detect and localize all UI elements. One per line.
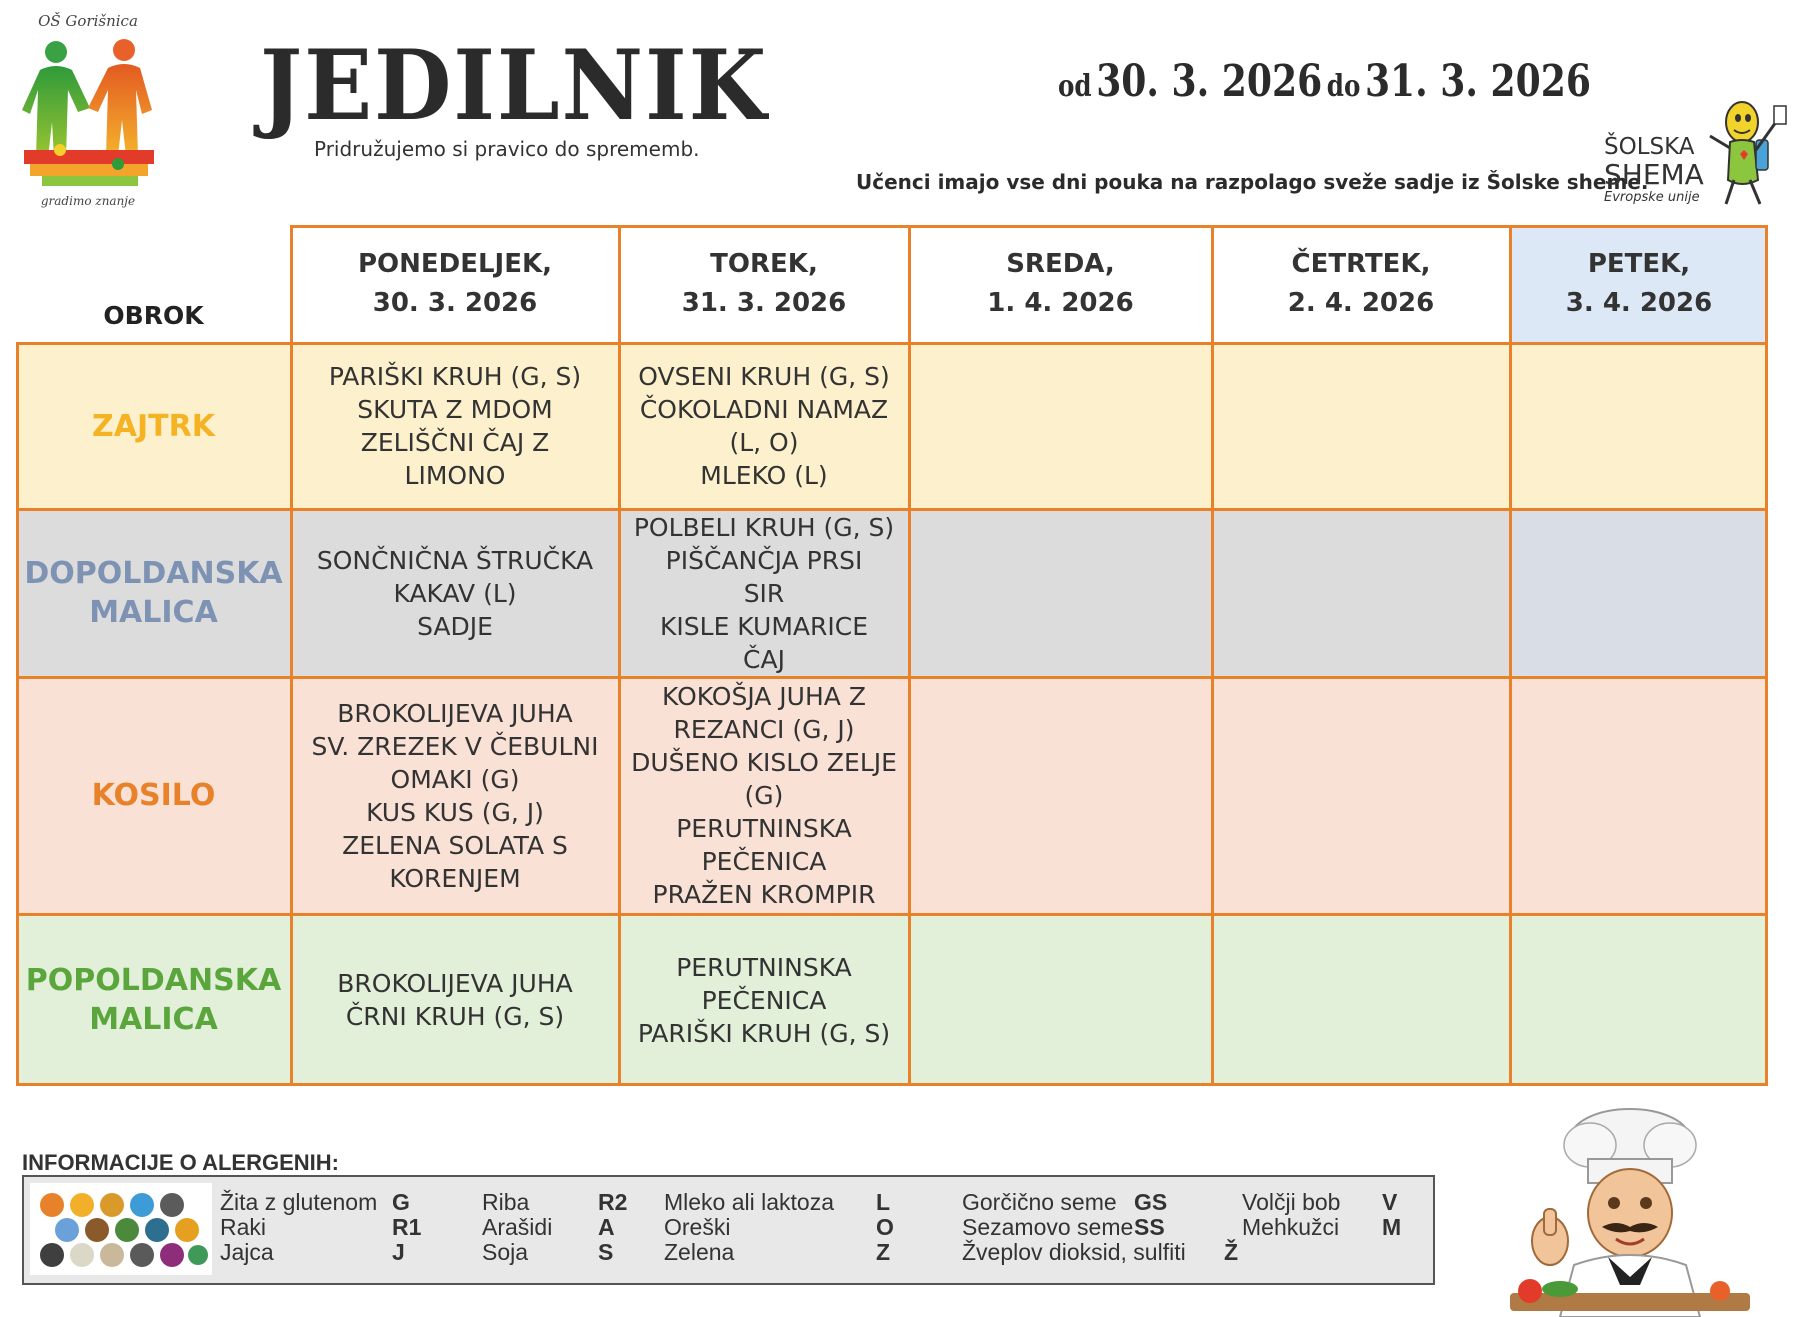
allergen-code: G <box>392 1189 410 1215</box>
allergen-icon-row-1 <box>40 1193 184 1217</box>
day-date: 3. 4. 2026 <box>1565 288 1713 318</box>
grid-line <box>16 913 1768 916</box>
allergen-code: J <box>392 1239 405 1265</box>
allergen-label: Gorčično seme <box>962 1189 1117 1215</box>
meal-name <box>16 677 291 914</box>
dish-line: (G) <box>744 781 784 810</box>
dish-line: SADJE <box>417 611 493 641</box>
menu-cell <box>1510 677 1768 914</box>
allergen-label: Zelena <box>664 1239 735 1265</box>
date-range <box>1058 56 1591 107</box>
menu-cell <box>619 914 909 1086</box>
day-name: PONEDELJEK, <box>357 249 553 279</box>
day-header <box>909 225 1212 343</box>
allergen-code: Z <box>876 1239 891 1265</box>
grid-line <box>291 225 1768 228</box>
allergens-title: INFORMACIJE O ALERGENIH: <box>22 1150 339 1175</box>
menu-cell <box>291 343 619 509</box>
allergen-code: O <box>876 1214 894 1240</box>
allergen-code: V <box>1382 1189 1398 1215</box>
dish-line: LIMONO <box>404 461 506 490</box>
menu-cell <box>619 677 909 914</box>
menu-table <box>16 225 1768 1086</box>
menu-cell <box>1212 677 1510 914</box>
dish-line: PIŠČANČJA PRSI <box>665 545 863 575</box>
menu-cell <box>291 677 619 914</box>
grid-line <box>1509 225 1512 1086</box>
scheme-line2: SHEMA <box>1604 158 1704 191</box>
allergen-icons <box>30 1183 212 1275</box>
dish-line: POLBELI KRUH (G, S) <box>633 512 895 542</box>
dish-line: PARIŠKI KRUH (G, S) <box>328 362 582 391</box>
day-date: 2. 4. 2026 <box>1287 288 1435 318</box>
allergen-label: Oreški <box>664 1214 731 1240</box>
dish-line: KOKOŠJA JUHA Z <box>662 682 866 711</box>
grid-line <box>16 342 1768 345</box>
school-scheme-logo <box>1600 92 1790 212</box>
allergen-code: GS <box>1134 1189 1168 1215</box>
dish-line: KUS KUS (G, J) <box>366 797 544 827</box>
menu-cell <box>909 677 1212 914</box>
menu-cell <box>291 914 619 1086</box>
allergen-icon-row-2 <box>55 1218 199 1242</box>
allergen-label: Jajca <box>220 1239 274 1265</box>
grid-line <box>16 1083 1768 1086</box>
dish-line: KAKAV (L) <box>393 578 517 608</box>
page-subtitle: Pridružujemo si pravico do sprememb. <box>314 137 700 161</box>
day-header <box>1510 225 1768 343</box>
allergen-code: R1 <box>392 1214 422 1240</box>
dish-line: OMAKI (G) <box>390 764 520 794</box>
day-name: TOREK, <box>710 249 818 279</box>
day-header <box>291 225 619 343</box>
day-header <box>619 225 909 343</box>
meal-name-line1: POPOLDANSKA <box>25 963 282 998</box>
allergen-code: A <box>598 1214 615 1240</box>
allergen-label: Mleko ali laktoza <box>664 1189 835 1215</box>
dish-line: PEČENICA <box>701 847 827 876</box>
allergens-legend <box>22 1175 1435 1285</box>
menu-cell <box>909 914 1212 1086</box>
dish-line: MLEKO (L) <box>700 461 828 490</box>
menu-cell <box>1510 914 1768 1086</box>
menu-cell <box>291 509 619 677</box>
dish-line: SIR <box>743 578 785 608</box>
allergen-label: Riba <box>482 1189 530 1215</box>
grid-line <box>16 343 19 1086</box>
dish-line: OVSENI KRUH (G, S) <box>638 362 890 391</box>
meal-name <box>16 914 291 1086</box>
page-title: JEDILNIK <box>260 29 769 142</box>
allergen-code: SS <box>1134 1214 1165 1240</box>
day-header <box>1212 225 1510 343</box>
grid-line <box>290 225 293 1086</box>
menu-cell <box>1510 509 1768 677</box>
allergen-code: S <box>598 1239 614 1265</box>
dish-line: ČOKOLADNI NAMAZ <box>639 395 889 424</box>
meal-name-line2: MALICA <box>89 595 218 630</box>
scheme-line3: Evropske unije <box>1604 190 1700 205</box>
allergen-label: Arašidi <box>482 1214 553 1240</box>
meal-name <box>16 343 291 509</box>
dish-line: DUŠENO KISLO ZELJE <box>631 748 897 777</box>
allergen-label: Žita z glutenom <box>220 1189 378 1215</box>
school-tagline: gradimo znanje <box>40 194 136 208</box>
day-date: 31. 3. 2026 <box>681 288 847 318</box>
allergen-code: R2 <box>598 1189 628 1215</box>
menu-cell <box>619 343 909 509</box>
dish-line: BROKOLIJEVA JUHA <box>337 969 573 998</box>
date-to: 31. 3. 2026 <box>1364 56 1591 107</box>
menu-cell <box>1212 509 1510 677</box>
chef-illustration-icon <box>1490 1105 1770 1317</box>
allergen-label: Mehkužci <box>1242 1214 1340 1240</box>
dish-line: ČAJ <box>743 644 785 674</box>
grid-line <box>1211 225 1214 1086</box>
dish-line: ZELENA SOLATA S <box>342 830 568 860</box>
menu-cell <box>1510 343 1768 509</box>
dish-line: KORENJEM <box>389 863 521 893</box>
meal-name-line1: KOSILO <box>91 778 216 813</box>
school-logo <box>18 8 158 213</box>
dish-line: PERUTNINSKA <box>676 814 852 843</box>
dish-line: REZANCI (G, J) <box>673 715 855 744</box>
meal-name-line1: DOPOLDANSKA <box>24 556 283 591</box>
day-date: 1. 4. 2026 <box>987 288 1134 318</box>
meal-name <box>16 509 291 677</box>
day-name: PETEK, <box>1587 249 1691 279</box>
menu-cell <box>619 509 909 677</box>
grid-line <box>16 508 1768 511</box>
school-name: OŠ Gorišnica <box>38 12 138 30</box>
grid-line <box>908 225 911 1086</box>
allergen-code: L <box>876 1189 891 1215</box>
allergen-code: Ž <box>1224 1239 1239 1265</box>
dish-line: ČRNI KRUH (G, S) <box>345 1002 565 1031</box>
dish-line: PEČENICA <box>701 985 827 1015</box>
grid-line <box>16 676 1768 679</box>
allergen-label: Raki <box>220 1214 267 1240</box>
meal-name-line1: ZAJTRK <box>92 408 215 444</box>
date-mid: do <box>1326 69 1361 104</box>
day-date: 30. 3. 2026 <box>372 288 538 318</box>
allergen-label: Soja <box>482 1239 529 1265</box>
day-name: ČETRTEK, <box>1291 249 1431 279</box>
dish-line: SONČNIČNA ŠTRUČKA <box>316 545 594 575</box>
day-name: SREDA, <box>1006 249 1115 279</box>
dish-line: PERUTNINSKA <box>676 952 852 982</box>
dish-line: PARIŠKI KRUH (G, S) <box>637 1018 891 1048</box>
date-prefix: od <box>1058 69 1092 104</box>
dish-line: PRAŽEN KROMPIR <box>652 880 876 909</box>
date-from: 30. 3. 2026 <box>1096 56 1323 107</box>
meal-name-line2: MALICA <box>89 1002 218 1037</box>
menu-cell <box>1212 343 1510 509</box>
fruit-scheme-note: Učenci imajo vse dni pouka na razpolago sveže sadje iz Šolske sheme. <box>856 170 1649 194</box>
scheme-line1: ŠOLSKA <box>1604 134 1695 160</box>
allergen-code: M <box>1382 1214 1402 1240</box>
dish-line: SKUTA Z MDOM <box>357 395 553 424</box>
menu-cell <box>909 343 1212 509</box>
menu-cell <box>1212 914 1510 1086</box>
school-logo-figures-icon <box>20 38 156 193</box>
apple-mascot-icon <box>1700 92 1790 210</box>
allergen-icon-row-3 <box>40 1243 208 1267</box>
dish-line: KISLE KUMARICE <box>660 611 868 641</box>
grid-line <box>1765 225 1768 1086</box>
meal-column-header: OBROK <box>103 300 204 330</box>
allergen-label: Volčji bob <box>1242 1189 1341 1215</box>
dish-line: ZELIŠČNI ČAJ Z <box>360 428 550 457</box>
dish-line: (L, O) <box>729 428 799 457</box>
menu-cell <box>909 509 1212 677</box>
allergen-label: Sezamovo seme <box>962 1214 1134 1240</box>
dish-line: SV. ZREZEK V ČEBULNI <box>311 731 599 761</box>
dish-line: BROKOLIJEVA JUHA <box>337 698 573 728</box>
grid-line <box>618 225 621 1086</box>
allergen-label: Žveplov dioksid, sulfiti <box>962 1239 1186 1265</box>
